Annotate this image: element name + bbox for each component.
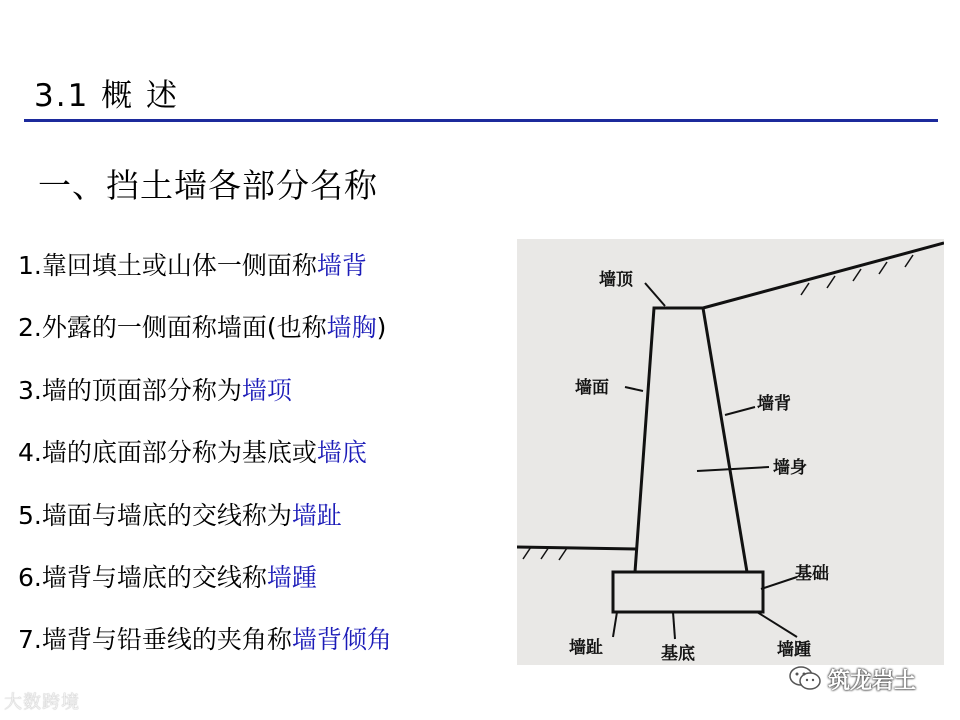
item-text: 2.外露的一侧面称墙面(也称 [18,313,327,343]
item-text: 3.墙的顶面部分称为 [18,375,242,405]
retaining-wall-diagram [517,239,944,665]
backfill-hatching [801,255,913,295]
list-item [18,558,392,620]
item-term: 墙背倾角 [291,625,392,655]
watermark-right-text: 筑龙岩土 [828,669,917,694]
label-base: 基底 [661,644,695,664]
list-item [18,246,392,308]
item-text: 7.墙背与铅垂线的夹角称 [18,625,292,655]
item-term: 墙底 [316,438,367,468]
list-item [18,433,392,495]
wall-foundation [613,572,763,612]
list-item [18,496,392,558]
item-text: 6.墙背与墙底的交线称 [18,562,267,592]
item-term: 墙踵 [266,562,317,592]
label-heel: 墙踵 [777,640,811,660]
label-foundation: 基础 [795,564,829,584]
leader-lines [613,283,797,639]
wall-body [635,308,747,572]
label-toe: 墙趾 [569,638,603,658]
item-text: 4.墙的底面部分称为基底或 [18,438,317,468]
front-ground [517,547,637,549]
label-wall-body: 墙身 [773,458,807,478]
item-text: 5.墙面与墙底的交线称为 [18,500,292,530]
watermark-right [788,664,916,695]
list-item [18,308,392,370]
retaining-wall-svg [517,239,944,665]
backfill-slope [703,243,944,308]
label-wall-face: 墙面 [575,378,609,398]
item-text: 1.靠回填土或山体一侧面称 [18,251,317,280]
section-heading: 一、挡土墙各部分名称 [38,166,378,205]
title-underline [24,119,938,122]
label-wall-top: 墙顶 [599,270,633,290]
wechat-icon [788,665,822,695]
label-wall-back: 墙背 [757,394,791,414]
watermark-left: 大数跨境 [4,692,80,713]
slide-title: 3.1 概 述 [34,78,180,114]
item-term: 墙项 [241,375,292,405]
term-list [18,246,392,683]
item-suffix: ) [376,313,387,343]
item-term: 墙胸 [326,313,377,343]
item-term: 墙趾 [291,500,342,530]
item-term: 墙背 [316,251,367,280]
list-item [18,371,392,433]
list-item [18,620,392,682]
